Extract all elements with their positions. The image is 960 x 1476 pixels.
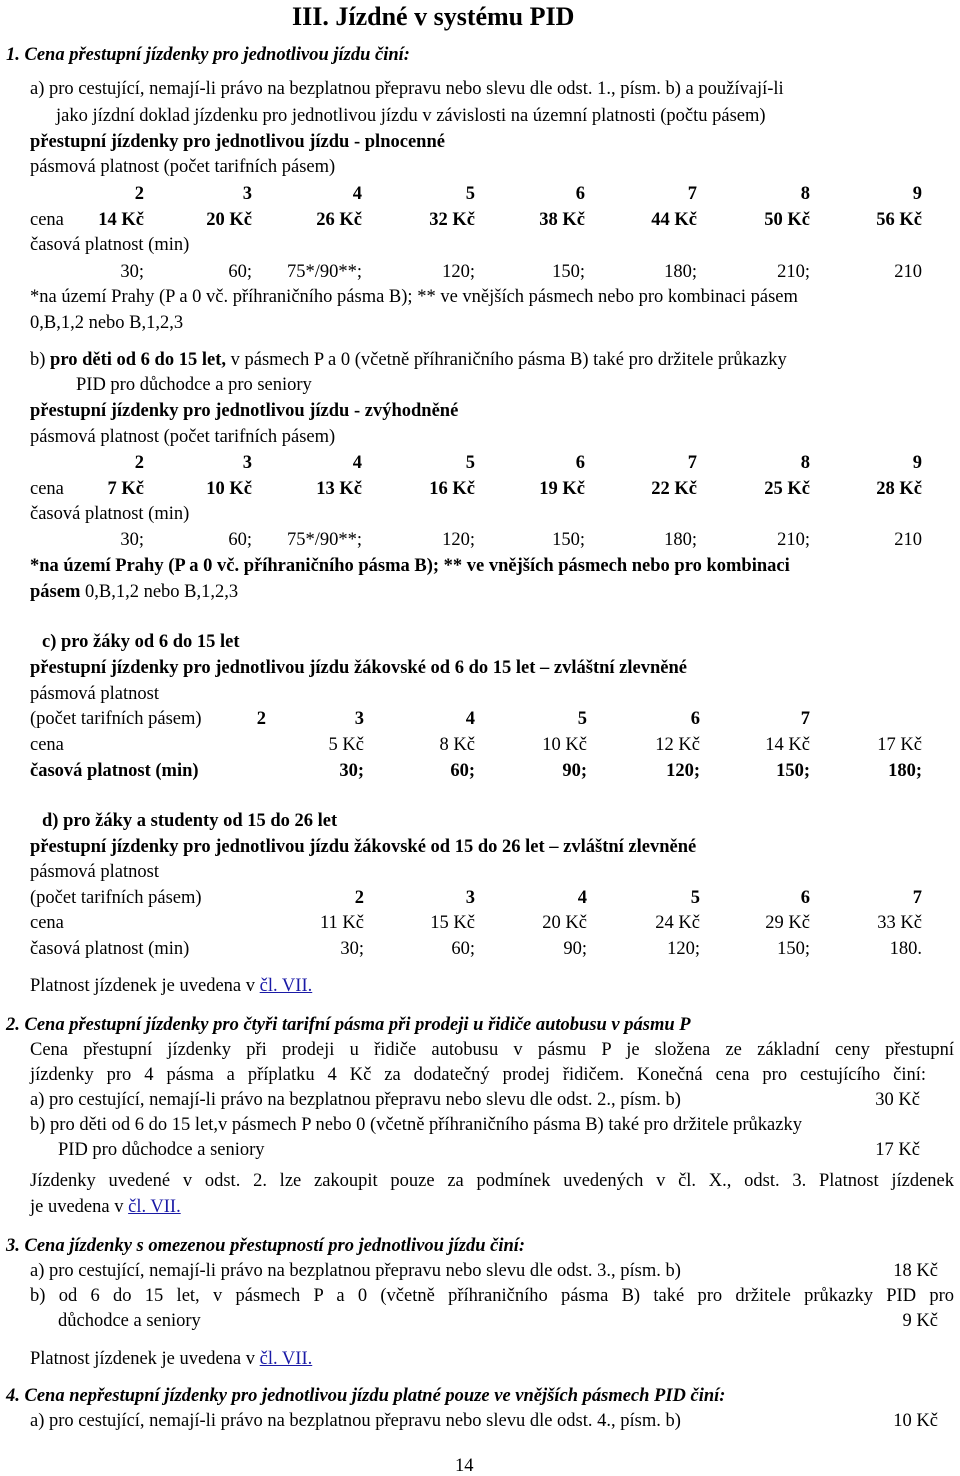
section-4-title: 4. Cena nepřestupní jízdenky pro jednotlivou jízdu platné pouze ve vnějších pásmech PID činí: xyxy=(6,1386,726,1406)
s3-b-price: 9 Kč xyxy=(902,1311,938,1331)
s1c-zone-cell: 3 xyxy=(354,709,364,729)
s2-note-line1: Jízdenky uvedené v odst. 2. lze zakoupit pouze za podmínek uvedených v čl. X., odst. 3. Platnost jízdenek xyxy=(30,1171,954,1191)
s1d-zone-cell: 2 xyxy=(354,888,364,908)
s1a-price-cell: 14 Kč xyxy=(98,210,144,230)
s1a-note-line1: *na území Prahy (P a 0 vč. příhraničního pásma B); ** ve vnějších pásmech nebo pro kombinaci pásem xyxy=(30,287,798,307)
s1a-time-cell: 180; xyxy=(664,262,697,282)
s1a-zone-cell: 3 xyxy=(242,184,252,204)
s1b-time-cell: 210; xyxy=(777,530,810,550)
s1d-title: d) pro žáky a studenty od 15 do 26 let xyxy=(42,811,338,831)
s3-validity-text: Platnost jízdenek je uvedena v xyxy=(30,1349,260,1369)
s1b-line1 xyxy=(30,351,787,370)
s1-validity-text: Platnost jízdenek je uvedena v xyxy=(30,976,260,996)
s1b-time-cell: 30; xyxy=(120,530,144,550)
s1a-zone-cell: 2 xyxy=(134,184,144,204)
s2-note-link[interactable]: čl. VII. xyxy=(128,1197,181,1217)
s1b-bold: pro děti od 6 do 15 let, xyxy=(50,350,226,370)
s1b-time-cell: 150; xyxy=(552,530,585,550)
s1d-price-cell: 29 Kč xyxy=(765,913,810,933)
s1c-zone-cell: 6 xyxy=(690,709,700,729)
s1a-zone-cell: 9 xyxy=(912,184,922,204)
s1c-price-cell: 10 Kč xyxy=(542,735,587,755)
s1d-zone-label2: (počet tarifních pásem) xyxy=(30,888,202,908)
s1c-price-cell: 5 Kč xyxy=(328,735,364,755)
s1d-zone-cell: 4 xyxy=(577,888,587,908)
s1b-price-cell: 19 Kč xyxy=(539,479,585,499)
s1a-zone-cell: 7 xyxy=(687,184,697,204)
s2-para-line1: Cena přestupní jízdenky při prodeji u řidiče autobusu v pásmu P je složena ze základní ceny přestupní xyxy=(30,1040,954,1060)
s1d-zone-cell: 6 xyxy=(800,888,810,908)
s1d-zone-cell: 3 xyxy=(465,888,475,908)
s2-a-price: 30 Kč xyxy=(875,1090,920,1110)
s1d-time-cell: 150; xyxy=(777,939,810,959)
s2-b-price: 17 Kč xyxy=(875,1140,920,1160)
s3-b-line1: b) od 6 do 15 let, v pásmech P a 0 (včetně příhraničního pásma B) také pro držitele průkazky PID pro xyxy=(30,1286,954,1306)
s1d-zone-cell: 7 xyxy=(912,888,922,908)
s1b-note-bold: pásem xyxy=(30,582,81,602)
s1b-prefix: b) xyxy=(30,350,51,370)
section-heading: III. Jízdné v systému PID xyxy=(292,2,575,31)
s1d-price-cell: 24 Kč xyxy=(655,913,700,933)
s1c-zone-label1: pásmová platnost xyxy=(30,684,159,704)
s1c-price-cell: 17 Kč xyxy=(877,735,922,755)
s1b-note-rest: 0,B,1,2 nebo B,1,2,3 xyxy=(80,582,239,602)
s1c-time-cell: 120; xyxy=(666,761,700,781)
s1a-line1: a) pro cestující, nemají-li právo na bezplatnou přepravu nebo slevu dle odst. 1., písm. b) a používají-li xyxy=(30,79,784,99)
s1b-rest: v pásmech P a 0 (včetně příhraničního pásma B) také pro držitele průkazky xyxy=(225,350,787,370)
s1a-zone-cell: 5 xyxy=(465,184,475,204)
s1d-price-cell: 15 Kč xyxy=(430,913,475,933)
s1d-time-cell: 180. xyxy=(889,939,922,959)
s1b-line2: PID pro důchodce a pro seniory xyxy=(76,375,312,395)
s2-note-text: je uvedena v xyxy=(30,1197,129,1217)
s1a-time-cell: 120; xyxy=(442,262,475,282)
s1b-zone-cell: 2 xyxy=(134,453,144,473)
s3-b-line2: důchodce a seniory xyxy=(58,1311,201,1331)
s1d-time-label: časová platnost (min) xyxy=(30,939,190,959)
s1d-time-cell: 90; xyxy=(563,939,587,959)
s1c-time-label: časová platnost (min) xyxy=(30,761,199,781)
s1a-price-cell: 20 Kč xyxy=(206,210,252,230)
s1a-subtitle: přestupní jízdenky pro jednotlivou jízdu - plnocenné xyxy=(30,132,445,152)
s1c-time-cell: 90; xyxy=(562,761,587,781)
s1b-zone-cell: 7 xyxy=(687,453,697,473)
s1c-time-cell: 30; xyxy=(339,761,364,781)
section-3-title: 3. Cena jízdenky s omezenou přestupností pro jednotlivou jízdu činí: xyxy=(6,1236,526,1256)
s1d-price-cell: 20 Kč xyxy=(542,913,587,933)
s2-b-line2: PID pro důchodce a seniory xyxy=(58,1140,265,1160)
s1a-time-cell: 30; xyxy=(120,262,144,282)
s1b-price-cell: 16 Kč xyxy=(429,479,475,499)
s1a-price-cell: 32 Kč xyxy=(429,210,475,230)
s1b-zone-cell: 6 xyxy=(575,453,585,473)
s2-b-line1: b) pro děti od 6 do 15 let,v pásmech P nebo 0 (včetně příhraničního pásma B) také pro držitele průkazky xyxy=(30,1115,802,1135)
section-2-title: 2. Cena přestupní jízdenky pro čtyři tarifní pásma při prodeji u řidiče autobusu v pásmu P xyxy=(6,1015,691,1035)
s1a-zone-cell: 6 xyxy=(575,184,585,204)
s1a-time-label: časová platnost (min) xyxy=(30,235,190,255)
s1-validity xyxy=(30,977,312,996)
s1b-time-label: časová platnost (min) xyxy=(30,504,190,524)
s1c-zone-cell: 5 xyxy=(577,709,587,729)
s1a-price-cell: 38 Kč xyxy=(539,210,585,230)
s1b-note-line2 xyxy=(30,583,238,602)
s1a-time-cell: 210; xyxy=(777,262,810,282)
s1a-zone-cell: 8 xyxy=(800,184,810,204)
s1b-price-cell: 10 Kč xyxy=(206,479,252,499)
s1a-note-line2: 0,B,1,2 nebo B,1,2,3 xyxy=(30,313,184,333)
s1c-zone-cell: 2 xyxy=(256,709,266,729)
s1b-time-cell: 210 xyxy=(894,530,922,550)
section-1-title: 1. Cena přestupní jízdenky pro jednotlivou jízdu činí: xyxy=(6,45,410,65)
s1c-time-cell: 150; xyxy=(776,761,810,781)
s1d-subtitle: přestupní jízdenky pro jednotlivou jízdu žákovské od 15 do 26 let – zvláštní zlevněné xyxy=(30,837,697,857)
s1d-time-cell: 30; xyxy=(340,939,364,959)
s1a-time-cell: 75*/90**; xyxy=(286,262,362,282)
s1a-time-cell: 150; xyxy=(552,262,585,282)
s4-a-price: 10 Kč xyxy=(893,1411,938,1431)
s1c-time-cell: 60; xyxy=(450,761,475,781)
s1d-zone-label1: pásmová platnost xyxy=(30,862,159,882)
s1b-zone-cell: 3 xyxy=(242,453,252,473)
s1b-zone-label: pásmová platnost (počet tarifních pásem) xyxy=(30,427,336,447)
s1b-note-line1: *na území Prahy (P a 0 vč. příhraničního pásma B); ** ve vnějších pásmech nebo pro kombinaci xyxy=(30,556,790,576)
s1c-price-cell: 8 Kč xyxy=(439,735,475,755)
s1a-zone-cell: 4 xyxy=(352,184,362,204)
s2-note-line2 xyxy=(30,1198,181,1217)
s1c-zone-cell: 4 xyxy=(465,709,475,729)
s1b-zone-cell: 4 xyxy=(352,453,362,473)
s1b-subtitle: přestupní jízdenky pro jednotlivou jízdu - zvýhodněné xyxy=(30,401,459,421)
s1d-time-cell: 120; xyxy=(667,939,700,959)
s1c-time-cell: 180; xyxy=(888,761,922,781)
s1b-zone-cell: 9 xyxy=(912,453,922,473)
s1a-zone-label: pásmová platnost (počet tarifních pásem) xyxy=(30,157,336,177)
s1c-zone-label2: (počet tarifních pásem) xyxy=(30,709,202,729)
s1d-price-cell: 33 Kč xyxy=(877,913,922,933)
s1b-zone-cell: 8 xyxy=(800,453,810,473)
page-number: 14 xyxy=(455,1456,474,1476)
s1d-zone-cell: 5 xyxy=(690,888,700,908)
s1c-title: c) pro žáky od 6 do 15 let xyxy=(42,632,240,652)
s1b-price-cell: 13 Kč xyxy=(316,479,362,499)
s1c-subtitle: přestupní jízdenky pro jednotlivou jízdu žákovské od 6 do 15 let – zvláštní zlevněné xyxy=(30,658,687,678)
s2-a-text: a) pro cestující, nemají-li právo na bezplatnou přepravu nebo slevu dle odst. 2., písm. b) xyxy=(30,1090,681,1110)
s1a-time-cell: 210 xyxy=(894,262,922,282)
s1b-price-label: cena xyxy=(30,479,64,499)
s1b-time-cell: 180; xyxy=(664,530,697,550)
s3-validity xyxy=(30,1350,312,1369)
s2-para-line2: jízdenky pro 4 pásma a příplatku 4 Kč za dodatečný prodej řidičem. Konečná cena pro cestujícího činí: xyxy=(30,1065,926,1085)
s1c-price-cell: 12 Kč xyxy=(655,735,700,755)
s1a-price-cell: 50 Kč xyxy=(764,210,810,230)
s3-a-text: a) pro cestující, nemají-li právo na bezplatnou přepravu nebo slevu dle odst. 3., písm. b) xyxy=(30,1261,681,1281)
s1a-line2: jako jízdní doklad jízdenku pro jednotlivou jízdu v závislosti na územní platnosti (počtu pásem) xyxy=(56,106,766,126)
s1d-price-cell: 11 Kč xyxy=(319,913,364,933)
s1c-price-label: cena xyxy=(30,735,64,755)
s1c-zone-cell: 7 xyxy=(800,709,810,729)
s1a-price-cell: 44 Kč xyxy=(651,210,697,230)
s1b-time-cell: 75*/90**; xyxy=(286,530,362,550)
s1a-time-cell: 60; xyxy=(228,262,252,282)
s1b-price-cell: 7 Kč xyxy=(107,479,144,499)
s1b-price-cell: 25 Kč xyxy=(764,479,810,499)
s1b-time-cell: 60; xyxy=(228,530,252,550)
s1d-price-label: cena xyxy=(30,913,64,933)
s4-a-text: a) pro cestující, nemají-li právo na bezplatnou přepravu nebo slevu dle odst. 4., písm. b) xyxy=(30,1411,681,1431)
s3-a-price: 18 Kč xyxy=(893,1261,938,1281)
s1b-time-cell: 120; xyxy=(442,530,475,550)
s1b-zone-cell: 5 xyxy=(465,453,475,473)
s3-validity-link[interactable]: čl. VII. xyxy=(259,1349,313,1369)
s1c-price-cell: 14 Kč xyxy=(765,735,810,755)
s1b-price-cell: 28 Kč xyxy=(876,479,922,499)
s1b-price-cell: 22 Kč xyxy=(651,479,697,499)
s1d-time-cell: 60; xyxy=(451,939,475,959)
s1-validity-link[interactable]: čl. VII. xyxy=(259,976,313,996)
s1a-price-label: cena xyxy=(30,210,64,230)
s1a-price-cell: 26 Kč xyxy=(316,210,362,230)
s1a-price-cell: 56 Kč xyxy=(876,210,922,230)
